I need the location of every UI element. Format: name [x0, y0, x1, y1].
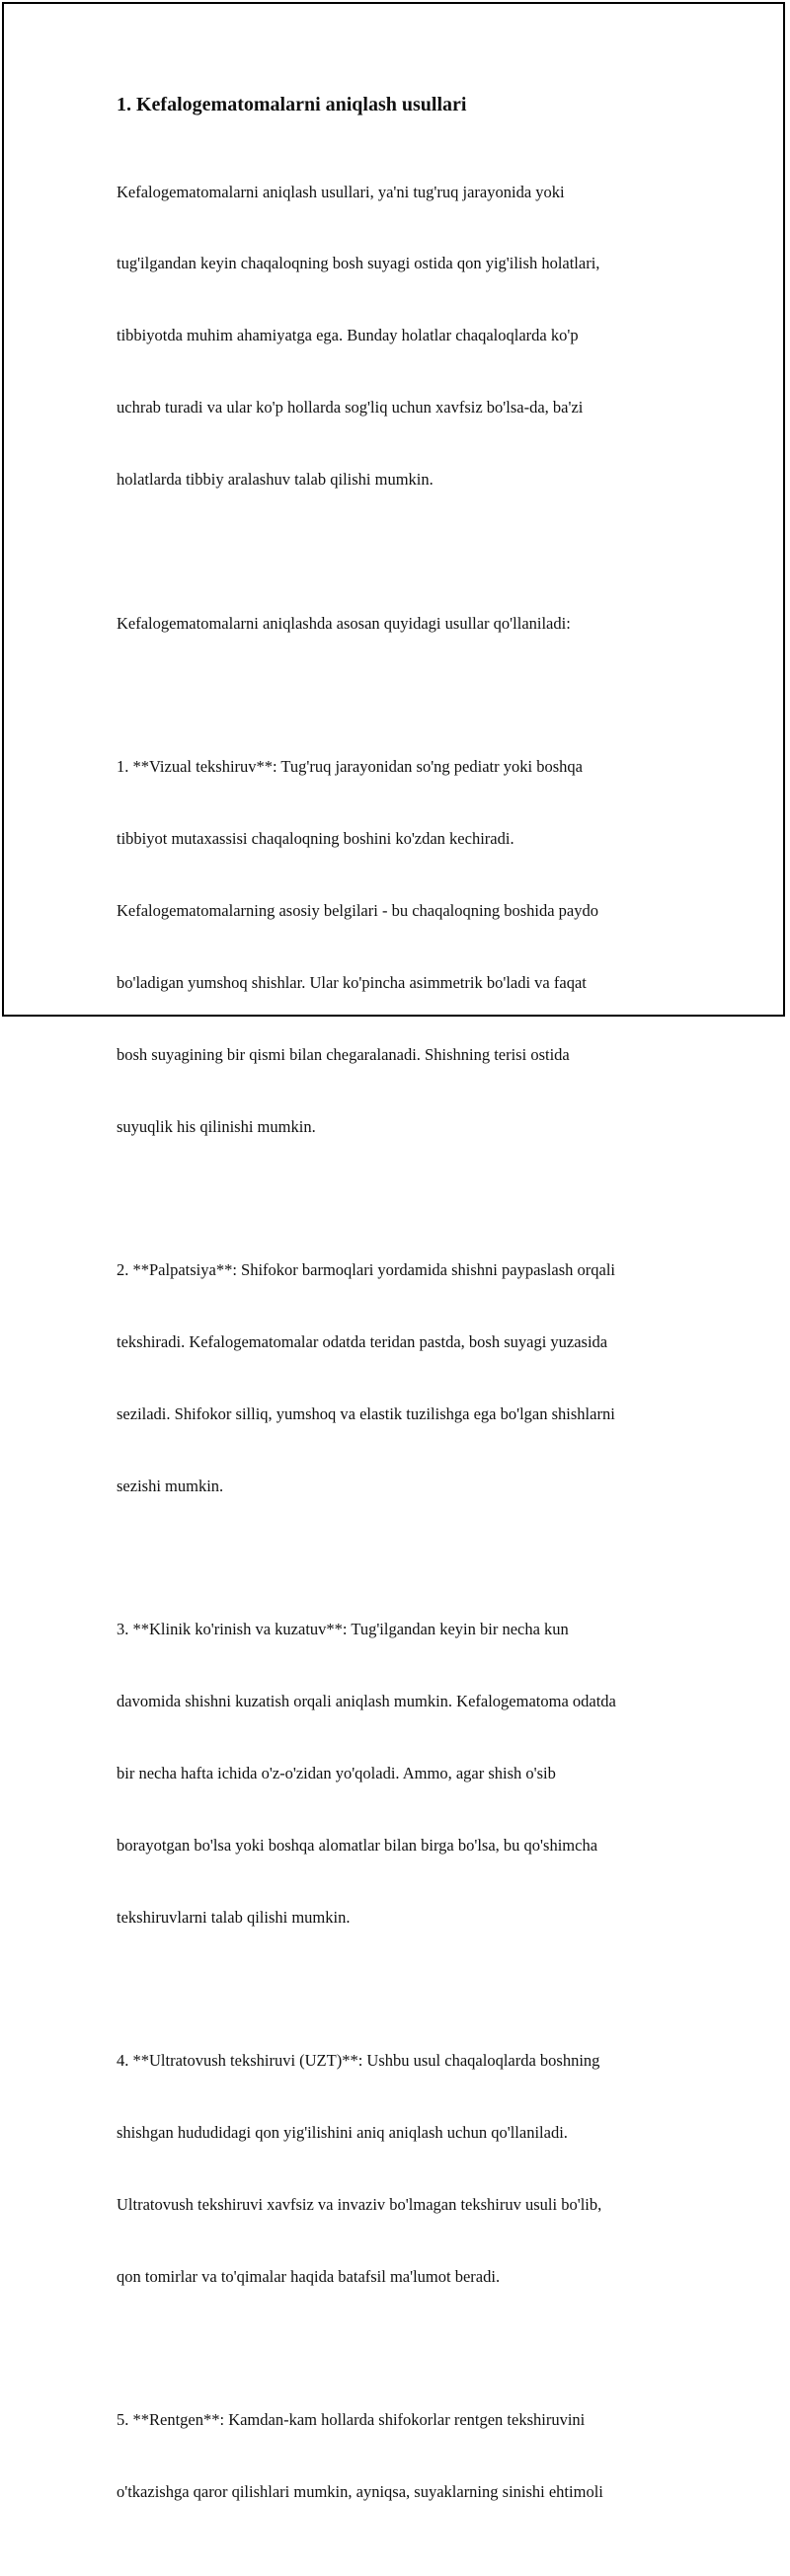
text-line: 3. **Klinik ko'rinish va kuzatuv**: Tug'ilgandan keyin bir necha kun [117, 1620, 569, 1639]
text-line: tibbiyot mutaxassisi chaqaloqning boshini ko'zdan kechiradi. [117, 829, 514, 849]
paragraph-xray [117, 2361, 679, 2552]
text-line: Kefalogematomalarning asosiy belgilari - bu chaqaloqning boshida paydo [117, 900, 598, 920]
text-line: tug'ilgandan keyin chaqaloqning bosh suyagi ostida qon yig'ilish holatlari, [117, 254, 600, 273]
paragraph-clinical-observation [117, 1570, 679, 1978]
text-line: bo'ladigan yumshoq shishlar. Ular ko'pincha asimmetrik bo'ladi va faqat [117, 972, 587, 992]
text-line: 5. **Rentgen**: Kamdan-kam hollarda shifokorlar rentgen tekshiruvini [117, 2410, 586, 2430]
text-line: o'tkazishga qaror qilishlari mumkin, ayniqsa, suyaklarning sinishi ehtimoli [117, 2482, 603, 2502]
paragraph-visual-exam [117, 708, 679, 1187]
paragraph-ultrasound [117, 2002, 679, 2337]
text-line: bir necha hafta ichida o'z-o'zidan yo'qoladi. Ammo, agar shish o'sib [117, 1764, 556, 1782]
document-body [117, 91, 679, 2576]
text-line: tekshiruvlarni talab qilishi mumkin. [117, 1907, 351, 1927]
text-line: qon tomirlar va to'qimalar haqida batafsil ma'lumot beradi. [117, 2266, 501, 2286]
text-line: Kefalogematomalarni aniqlashda asosan quyidagi usullar qo'llaniladi: [117, 613, 571, 633]
text-line: borayotgan bo'lsa yoki boshqa alomatlar bilan birga bo'lsa, bu qo'shimcha [117, 1835, 598, 1855]
text-line: 2. **Palpatsiya**: Shifokor barmoqlari yordamida shishni paypaslash orqali [117, 1260, 615, 1280]
text-line: tekshiradi. Kefalogematomalar odatda teridan pastda, bosh suyagi yuzasida [117, 1331, 608, 1351]
text-line: seziladi. Shifokor silliq, yumshoq va elastik tuzilishga ega bo'lgan shishlarni [117, 1403, 615, 1423]
text-line: 1. **Vizual tekshiruv**: Tug'ruq jarayonidan so'ng pediatr yoki boshqa [117, 757, 583, 777]
paragraph-intro [117, 132, 679, 540]
text-line: shishgan hududidagi qon yig'ilishini aniq aniqlash uchun qo'llaniladi. [117, 2123, 568, 2143]
text-line: tibbiyotda muhim ahamiyatga ega. Bunday holatlar chaqaloqlarda ko'p [117, 326, 579, 345]
text-line: bosh suyagining bir qismi bilan chegaralanadi. Shishning terisi ostida [117, 1044, 570, 1064]
document-title: 1. Kefalogematomalarni aniqlash usullari [117, 94, 467, 115]
text-line: suyuqlik his qilinishi mumkin. [117, 1116, 316, 1136]
text-line: holatlarda tibbiy aralashuv talab qilishi mumkin. [117, 470, 434, 490]
paragraph-methods-intro [117, 564, 679, 683]
text-line: 4. **Ultratovush tekshiruvi (UZT)**: Ushbu usul chaqaloqlarda boshning [117, 2051, 600, 2071]
text-line: Kefalogematomalarni aniqlash usullari, ya'ni tug'ruq jarayonida yoki [117, 182, 565, 201]
paragraph-palpation [117, 1210, 679, 1546]
text-line: Ultratovush tekshiruvi xavfsiz va invaziv bo'lmagan tekshiruv usuli bo'lib, [117, 2195, 602, 2215]
text-line: uchrab turadi va ular ko'p hollarda sog'liq uchun xavfsiz bo'lsa-da, ba'zi [117, 398, 584, 417]
text-line: davomida shishni kuzatish orqali aniqlash mumkin. Kefalogematoma odatda [117, 1692, 616, 1711]
text-line: sezishi mumkin. [117, 1476, 224, 1495]
